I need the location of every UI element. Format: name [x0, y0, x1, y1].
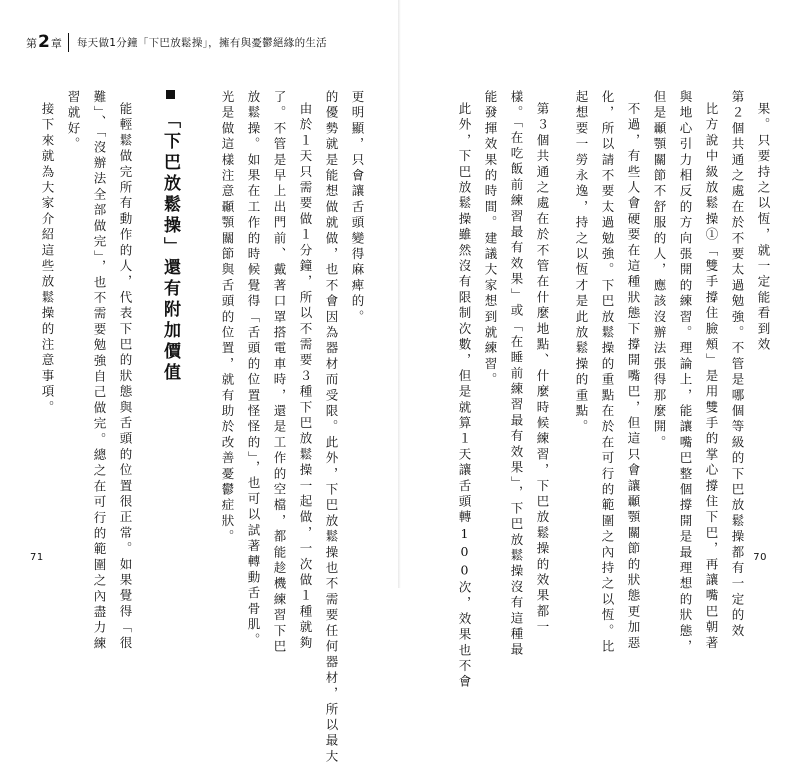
text-line: 樣。「在吃飯前練習最有效果」或「在睡前練習最有效果」，下巴放鬆操沒有這種最 [509, 90, 524, 659]
text-line: 不過，有些人會硬要在這種狀態下撐開嘴巴，但這只會讓顳顎關節的狀態更加惡 [626, 102, 641, 652]
text-line: 第２個共通之處在於不要太過勉強。不管是哪個等級的下巴放鬆操都有一定的效 [730, 90, 745, 640]
running-title: 每天做1分鐘「下巴放鬆操」，擁有與憂鬱絕緣的生活 [76, 36, 327, 49]
section-heading-text: 「下巴放鬆操」還有附加價值 [160, 111, 180, 384]
chapter-number: 2 [38, 31, 50, 52]
chapter-prefix: 第 [26, 36, 37, 50]
page-gutter [398, 0, 401, 588]
running-header [20, 32, 327, 52]
text-line: 第３個共通之處在於不管在什麼地點、什麼時候練習，下巴放鬆操的效果都一 [535, 102, 550, 636]
text-line: 與地心引力相反的方向張開的練習。理論上，能讓嘴巴整個撐開是最理想的狀態， [678, 90, 693, 656]
text-line: 能輕鬆做完所有動作的人，代表下巴的狀態與舌頭的位置很正常。如果覺得「很 [118, 102, 133, 652]
text-line: 了。不管是早上出門前、戴著口罩搭電車時，還是工作的空檔，都能趁機練習下巴 [272, 90, 287, 656]
chapter-suffix: 章 [50, 36, 62, 50]
text-line: 比方說中級放鬆操①「雙手撐住臉頰」是用雙手的掌心撐住下巴，再讓嘴巴朝著 [704, 102, 719, 652]
page-number-left: 71 [30, 552, 44, 563]
chapter-badge [20, 33, 69, 52]
text-line: 習就好。 [66, 90, 81, 153]
text-line: 難」、「沒辦法全部做完」，也不需要勉強自己做完。總之在可行的範圍之內盡力練 [92, 90, 107, 653]
heading-bullet-icon [166, 90, 175, 99]
text-line: 光是做這樣注意顳顎關節與舌頭的位置，就有助於改善憂鬱症狀。 [220, 90, 235, 546]
text-line: 果。只要持之以恆，就一定能看到效 [756, 102, 771, 354]
text-line: 由於１天只需要做１分鐘，所以不需要３種下巴放鬆操一起做，一次做１種就夠 [298, 102, 313, 652]
text-line: 的優勢就是能想做就做，也不會因為器材而受限。此外，下巴放鬆操也不需要任何器材，所以最大 [324, 90, 339, 765]
text-line: 接下來就為大家介紹這些放鬆操的注意事項。 [40, 102, 55, 416]
text-line: 能發揮效果的時間。建議大家想到就練習。 [483, 90, 498, 389]
page-number-right: 70 [753, 552, 767, 563]
text-line: 此外，下巴放鬆操雖然沒有限制次數，但是就算１天讓舌頭轉100次，效果也不會 [457, 102, 472, 691]
text-line: 化，所以請不要太過勉強。下巴放鬆操的重點在於在可行的範圍之內持之以恆。比 [600, 90, 615, 656]
text-line: 更明顯，只會讓舌頭變得麻痺的。 [350, 90, 365, 326]
text-line: 起想要一勞永逸，持之以恆才是此放鬆操的重點。 [574, 90, 589, 436]
text-line: 但是顳顎關節不舒服的人，應該沒辦法張得那麼開。 [652, 90, 667, 452]
text-line: 放鬆操。如果在工作的時候覺得「舌頭的位置怪怪的」，也可以試著轉動舌骨肌。 [246, 90, 261, 649]
section-heading [158, 90, 183, 384]
